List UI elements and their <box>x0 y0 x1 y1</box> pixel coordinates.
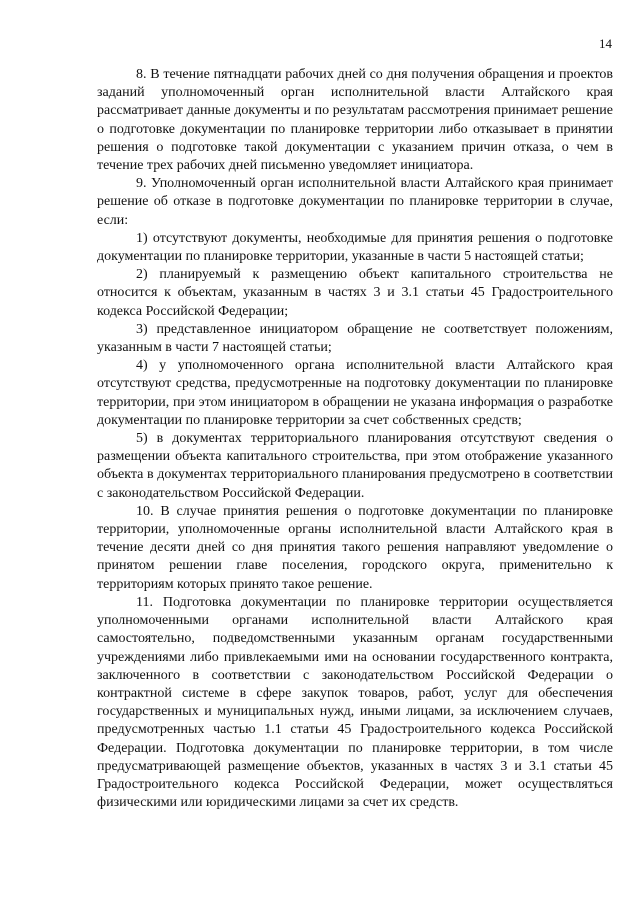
paragraph-11: 11. Подготовка документации по планировке территории осуществляется уполномоченными органами исполнительной власти Алтайского края самостоятельно, подведомственными указанным органам государственными учреждениями либо привлекаемыми ими на основании государственного контракта, заключенного в соответствии с законодательством Российской Федерации о контрактной системе в сфере закупок товаров, работ, услуг для обеспечения государственных и муниципальных нужд, иными лицами, за исключением случаев, предусмотренных частью 1.1 статьи 45 Градостроительного кодекса Российской Федерации. Подготовка документации по планировке территории, в том числе предусматривающей размещение объектов, указанных в частях 3 и 3.1 статьи 45 Градостроительного кодекса Российской Федерации, может осуществляться физическими или юридическими лицами за счет их средств. <box>97 594 613 811</box>
list-item-2: 2) планируемый к размещению объект капитального строительства не относится к объектам, указанным в частях 3 и 3.1 статьи 45 Градостроительного кодекса Российской Федерации; <box>97 267 613 319</box>
document-body <box>97 66 613 812</box>
list-item-4: 4) у уполномоченного органа исполнительной власти Алтайского края отсутствуют средства, предусмотренные на подготовку документации по планировке территории, при этом инициатором в обращении не указана информация о разработке документации по планировке территории за счет собственных средств; <box>97 358 613 428</box>
list-item-1: 1) отсутствуют документы, необходимые для принятия решения о подготовке документации по планировке территории, указанные в части 5 настоящей статьи; <box>97 230 613 265</box>
paragraph-9: 9. Уполномоченный орган исполнительной власти Алтайского края принимает решение об отказе в подготовке документации по планировке территории в случае, если: <box>97 176 613 228</box>
list-item-5: 5) в документах территориального планирования отсутствуют сведения о размещении объекта капитального строительства, при этом отображение указанного объекта в документах территориального планирования предусмотрено в соответствии с законодательством Российской Федерации. <box>97 431 613 501</box>
page-number: 14 <box>599 36 612 51</box>
paragraph-8: 8. В течение пятнадцати рабочих дней со дня получения обращения и проектов заданий уполномоченный орган исполнительной власти Алтайского края рассматривает данные документы и по результатам рассмотрения принимает решение о подготовке документации по планировке территории либо отказывает в принятии решения о подготовке такой документации с указанием причин отказа, о чем в течение трех рабочих дней письменно уведомляет инициатора. <box>97 67 613 174</box>
paragraph-10: 10. В случае принятия решения о подготовке документации по планировке территории, уполномоченные органы исполнительной власти Алтайского края в течение десяти дней со дня принятия такого решения направляют уведомление о принятом решении главе поселения, городского округа, применительно к территориям которых принято такое решение. <box>97 503 613 592</box>
list-item-3: 3) представленное инициатором обращение не соответствует положениям, указанным в части 7 настоящей статьи; <box>97 321 613 356</box>
